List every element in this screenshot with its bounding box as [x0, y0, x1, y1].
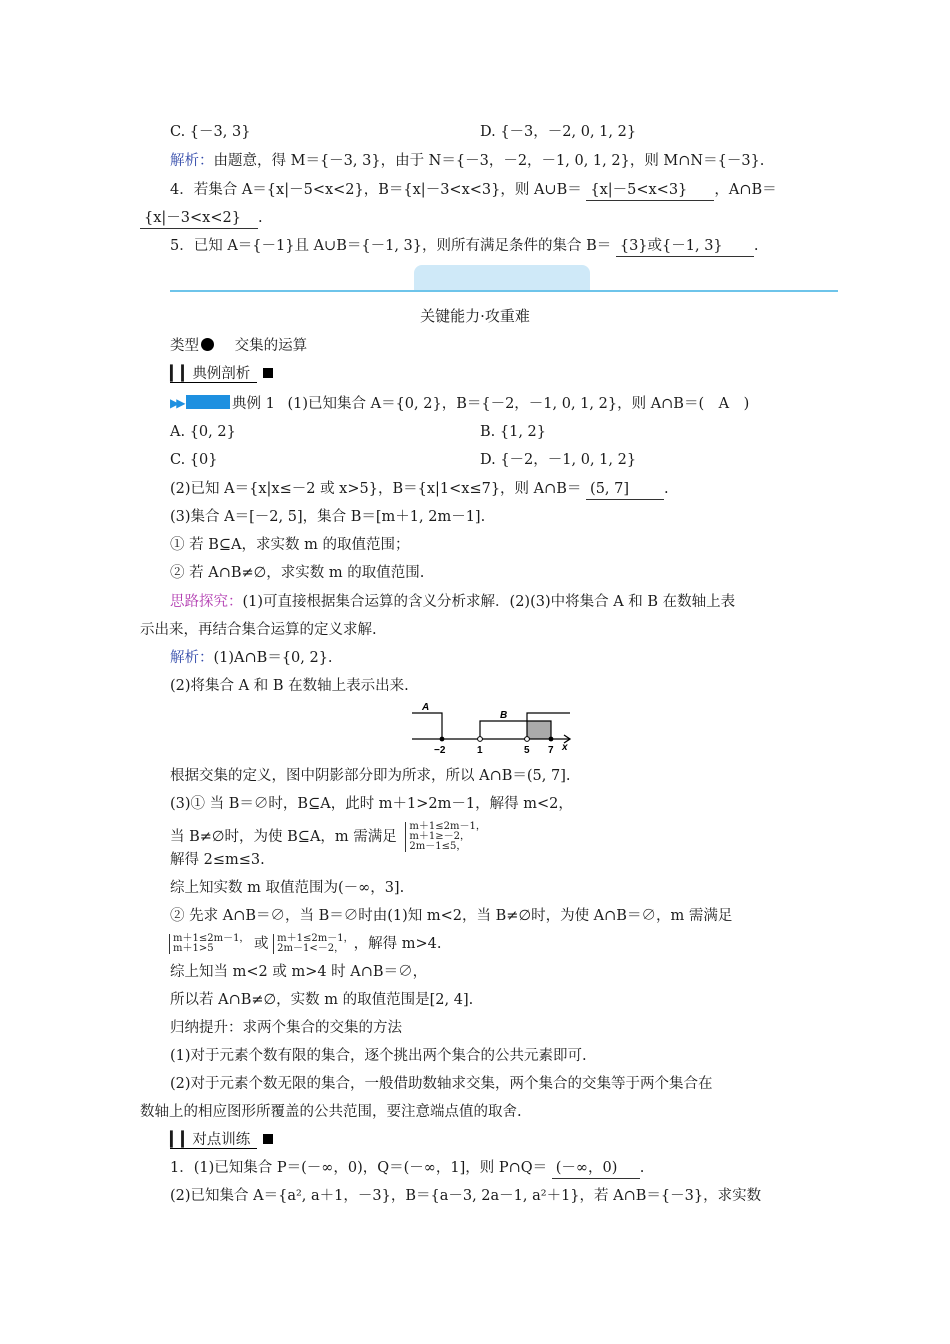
q4-answer-2: {x|－3<x<2}: [140, 208, 258, 229]
practice-q2: (2)已知集合 A＝{a², a＋1，－3}，B＝{a－3, 2a－1, a²＋1}，若 A∩B＝{－3}，求实数: [170, 1188, 762, 1204]
solution-8: ② 先求 A∩B＝∅，当 B＝∅时由(1)知 m<2，当 B≠∅时，为使 A∩B＝∅，m 需满足: [170, 908, 733, 924]
summary-2a: (2)对于元素个数无限的集合，一般借助数轴求交集，两个集合的交集等于两个集合在: [170, 1076, 713, 1092]
q5-text: 5．已知 A＝{－1}且 A∪B＝{－1, 3}，则所有满足条件的集合 B＝: [170, 238, 612, 254]
summary-1: (1)对于元素个数有限的集合，逐个挑出两个集合的公共元素即可.: [170, 1048, 587, 1064]
ex-option-a: A. {0, 2}: [170, 424, 236, 440]
section-divider: [170, 290, 838, 292]
solution-7: 综上知实数 m 取值范围为(－∞，3].: [170, 880, 405, 896]
solution-6: 解得 2≤m≤3.: [170, 852, 265, 868]
example-line-1: [232, 394, 749, 414]
number-line-figure: [408, 700, 578, 758]
type-number-badge: [201, 338, 214, 351]
subheading-example-label: ▎▎典例剖析: [170, 366, 257, 383]
hint-line-1: [170, 592, 735, 612]
q5-answer: {3}或{－1, 3}: [616, 236, 754, 257]
label-a: A: [422, 702, 430, 713]
solution-2: (2)将集合 A 和 B 在数轴上表示出来.: [170, 678, 409, 694]
example-p3: (3)集合 A＝[－2, 5]，集合 B＝[m＋1, 2m－1].: [170, 509, 486, 525]
example-p3b: ② 若 A∩B≠∅，求实数 m 的取值范围.: [170, 565, 425, 581]
solution-label: 解析：: [170, 650, 214, 666]
type-title: 交集的运算: [234, 338, 308, 354]
system-2b: m＋1≤2m－1， 2m－1<－2，: [273, 934, 353, 954]
analysis-line: [170, 151, 764, 171]
summary-2b: 数轴上的相应图形所覆盖的公共范围，要注意端点值的取舍.: [140, 1104, 522, 1120]
p2-end: .: [664, 481, 669, 497]
q5-end: .: [753, 238, 759, 254]
example-p1: (1)已知集合 A＝{0, 2}，B＝{－2，－1, 0, 1, 2}，则 A∩B＝( A ): [287, 396, 750, 412]
point-neg2: [440, 737, 445, 742]
solution-10: 综上知当 m<2 或 m>4 时 A∩B＝∅，: [170, 964, 428, 980]
q4-mid: ，A∩B＝: [714, 182, 777, 198]
hint-text-1: (1)可直接根据集合运算的含义分析求解．(2)(3)中将集合 A 和 B 在数轴上表: [242, 594, 736, 610]
label-b: B: [500, 710, 508, 721]
ex-option-d: D. {－2，－1, 0, 1, 2}: [480, 452, 637, 468]
subheading-example: [170, 364, 273, 384]
tick-1: 1: [477, 745, 483, 756]
q4-text: 4．若集合 A＝{x|－5<x<2}，B＝{x|－3<x<3}，则 A∪B＝: [170, 182, 582, 198]
system-1: m＋1≤2m－1， m＋1≥－2， 2m－1≤5，: [405, 822, 485, 852]
practice-q1-text: 1．(1)已知集合 P＝(－∞，0)，Q＝(－∞，1]，则 P∩Q＝: [170, 1160, 548, 1176]
solution-line-1: [170, 648, 333, 668]
analysis-text: 由题意，得 M＝{－3, 3}，由于 N＝{－3，－2，－1, 0, 1, 2}，则 M∩N＝{－3}.: [213, 153, 765, 169]
section-tab: [414, 265, 590, 291]
ex-option-b: B. {1, 2}: [480, 424, 546, 440]
practice-q1-answer: (－∞，0): [552, 1158, 640, 1179]
solution-5: 当 B≠∅时，为使 B⊆A，m 需满足 m＋1≤2m－1， m＋1≥－2， 2m－1≤5，: [170, 821, 486, 852]
analysis-label: 解析：: [170, 153, 214, 169]
point-1: [478, 737, 483, 742]
subheading-practice: [170, 1130, 273, 1150]
practice-q1: [170, 1158, 644, 1179]
q4-answer-1: {x|－5<x<3}: [586, 180, 714, 201]
square-icon: [263, 368, 273, 378]
question-4: [170, 180, 777, 201]
square-icon-2: [263, 1134, 273, 1144]
intersection-shade: [527, 721, 551, 739]
ex-option-c: C. {0}: [170, 452, 218, 468]
solution-4: (3)① 当 B＝∅时，B⊆A，此时 m＋1>2m－1，解得 m<2，: [170, 796, 573, 812]
system-2a: m＋1≤2m－1， m＋1>5: [169, 934, 249, 954]
hint-line-2: 示出来，再结合集合运算的定义求解.: [140, 622, 377, 638]
set-a-left: [412, 713, 442, 739]
example-label: 典例 1: [232, 396, 275, 412]
practice-q1-end: .: [639, 1160, 645, 1176]
example-badge: [186, 395, 230, 409]
tick-7: 7: [548, 745, 554, 756]
question-5: [170, 236, 758, 257]
subheading-practice-label: ▎▎对点训练: [170, 1132, 257, 1149]
example-p2: [170, 479, 669, 500]
type-label: 类型: [170, 338, 199, 354]
p2-text: (2)已知 A＝{x|x≤－2 或 x>5}，B＝{x|1<x≤7}，则 A∩B＝: [170, 481, 582, 497]
solution-3: 根据交集的定义，图中阴影部分即为所求，所以 A∩B＝(5, 7].: [170, 768, 571, 784]
solution-1: (1)A∩B＝{0, 2}.: [213, 650, 333, 666]
point-5: [525, 737, 530, 742]
hint-label: 思路探究：: [170, 594, 243, 610]
p2-answer: (5, 7]: [586, 479, 664, 500]
q4-end: .: [258, 210, 263, 226]
double-arrow-icon: ▶▶: [170, 396, 183, 410]
option-d-prev: D. {－3，－2, 0, 1, 2}: [480, 124, 637, 140]
tick-5: 5: [524, 745, 530, 756]
solution-11: 所以若 A∩B≠∅，实数 m 的取值范围是[2, 4].: [170, 992, 474, 1008]
type-heading: [170, 336, 307, 356]
point-7: [549, 737, 554, 742]
section-title: 关键能力·攻重难: [420, 307, 530, 325]
tick-neg2: −2: [434, 745, 446, 756]
question-4-cont: [140, 208, 263, 229]
option-c-prev: C. {－3, 3}: [170, 124, 251, 140]
example-p3a: ① 若 B⊆A，求实数 m 的取值范围；: [170, 537, 410, 553]
solution-9: m＋1≤2m－1， m＋1>5 或 m＋1≤2m－1， 2m－1<－2， ，解得 m>4.: [170, 934, 441, 954]
axis-x-label: x: [562, 742, 568, 753]
summary-title: 归纳提升：求两个集合的交集的方法: [170, 1020, 402, 1036]
